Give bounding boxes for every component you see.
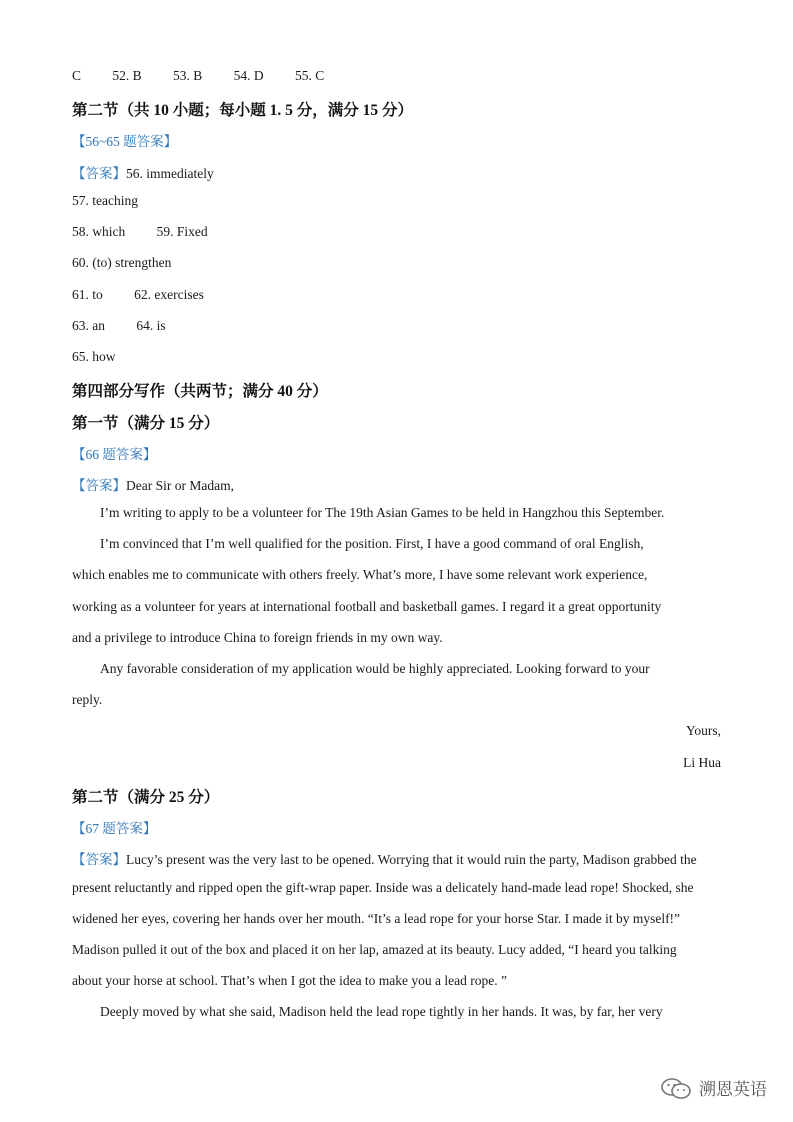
letter-salutation-line bbox=[72, 474, 234, 494]
letter-p1: I’m writing to apply to be a volunteer for The 19th Asian Games to be held in Hangzhou this September. bbox=[100, 505, 665, 520]
answer-65: 65. how bbox=[72, 349, 116, 364]
story-line1 bbox=[72, 848, 697, 868]
story-line2: present reluctantly and ripped open the gift-wrap paper. Inside was a delicately hand-made lead rope! Shocked, she bbox=[72, 880, 694, 895]
answer-62: 62. exercises bbox=[134, 287, 204, 302]
answer-59: 59. Fixed bbox=[156, 224, 208, 239]
answer-tag: 【答案】 bbox=[72, 166, 126, 181]
answers-row-51-55 bbox=[72, 68, 324, 84]
letter-signature: Li Hua bbox=[683, 755, 721, 770]
answer-tag: 【答案】 bbox=[72, 478, 126, 493]
watermark bbox=[659, 1075, 767, 1100]
letter-p2-line1: I’m convinced that I’m well qualified for the position. First, I have a good command of oral English, bbox=[100, 536, 644, 551]
tag-56-65: 【56~65 题答案】 bbox=[72, 134, 178, 149]
story-line1-text: Lucy’s present was the very last to be opened. Worrying that it would ruin the party, Madison grabbed the bbox=[126, 852, 697, 867]
wechat-icon bbox=[659, 1076, 693, 1100]
answer-54: 54. D bbox=[233, 68, 264, 83]
answer-58: 58. which bbox=[72, 224, 126, 239]
part4-heading: 第四部分写作（共两节；满分 40 分） bbox=[72, 383, 328, 400]
answer-55: 55. C bbox=[295, 68, 325, 83]
answer-63: 63. an bbox=[72, 318, 105, 333]
story-line3: widened her eyes, covering her hands over her mouth. “It’s a lead rope for your horse Star. I made it by myself!” bbox=[72, 911, 681, 926]
answer-57: 57. teaching bbox=[72, 193, 138, 208]
letter-p3-line2: reply. bbox=[72, 692, 103, 707]
letter-p2-line3: working as a volunteer for years at international football and basketball games. I regard it a great opportunity bbox=[72, 599, 662, 614]
answer-56-line bbox=[72, 162, 214, 182]
story-line4: Madison pulled it out of the box and placed it on her lap, amazed at its beauty. Lucy added, “I heard you talking bbox=[72, 942, 677, 957]
letter-salutation: Dear Sir or Madam, bbox=[126, 478, 234, 493]
story-line5: about your horse at school. That’s when I got the idea to make you a lead rope. ” bbox=[72, 973, 507, 988]
answers-61-62 bbox=[72, 287, 204, 303]
letter-p2-line4: and a privilege to introduce China to foreign friends in my own way. bbox=[72, 630, 443, 645]
letter-p3-line1: Any favorable consideration of my application would be highly appreciated. Looking forward to your bbox=[100, 661, 650, 676]
answer-52: 52. B bbox=[112, 68, 142, 83]
answer-64: 64. is bbox=[136, 318, 166, 333]
answer-51: C bbox=[72, 68, 82, 83]
letter-p2-line2: which enables me to communicate with others freely. What’s more, I have some relevant work experience, bbox=[72, 567, 648, 582]
answer-60: 60. (to) strengthen bbox=[72, 255, 172, 270]
part4-sub2-heading: 第二节（满分 25 分） bbox=[72, 789, 220, 806]
answer-tag: 【答案】 bbox=[72, 852, 126, 867]
story-p2-line1: Deeply moved by what she said, Madison held the lead rope tightly in her hands. It was, by far, her very bbox=[100, 1004, 663, 1019]
answer-53: 53. B bbox=[173, 68, 203, 83]
tag-66: 【66 题答案】 bbox=[72, 447, 157, 462]
answers-58-59 bbox=[72, 224, 208, 240]
letter-closing: Yours, bbox=[685, 723, 721, 738]
section2-heading: 第二节（共 10 小题；每小题 1. 5 分，满分 15 分） bbox=[72, 102, 414, 119]
answer-61: 61. to bbox=[72, 287, 103, 302]
part4-sub1-heading: 第一节（满分 15 分） bbox=[72, 415, 220, 432]
answer-56: 56. immediately bbox=[126, 166, 214, 181]
answers-63-64 bbox=[72, 318, 166, 334]
watermark-text: 溯恩英语 bbox=[699, 1080, 767, 1100]
tag-67: 【67 题答案】 bbox=[72, 821, 157, 836]
